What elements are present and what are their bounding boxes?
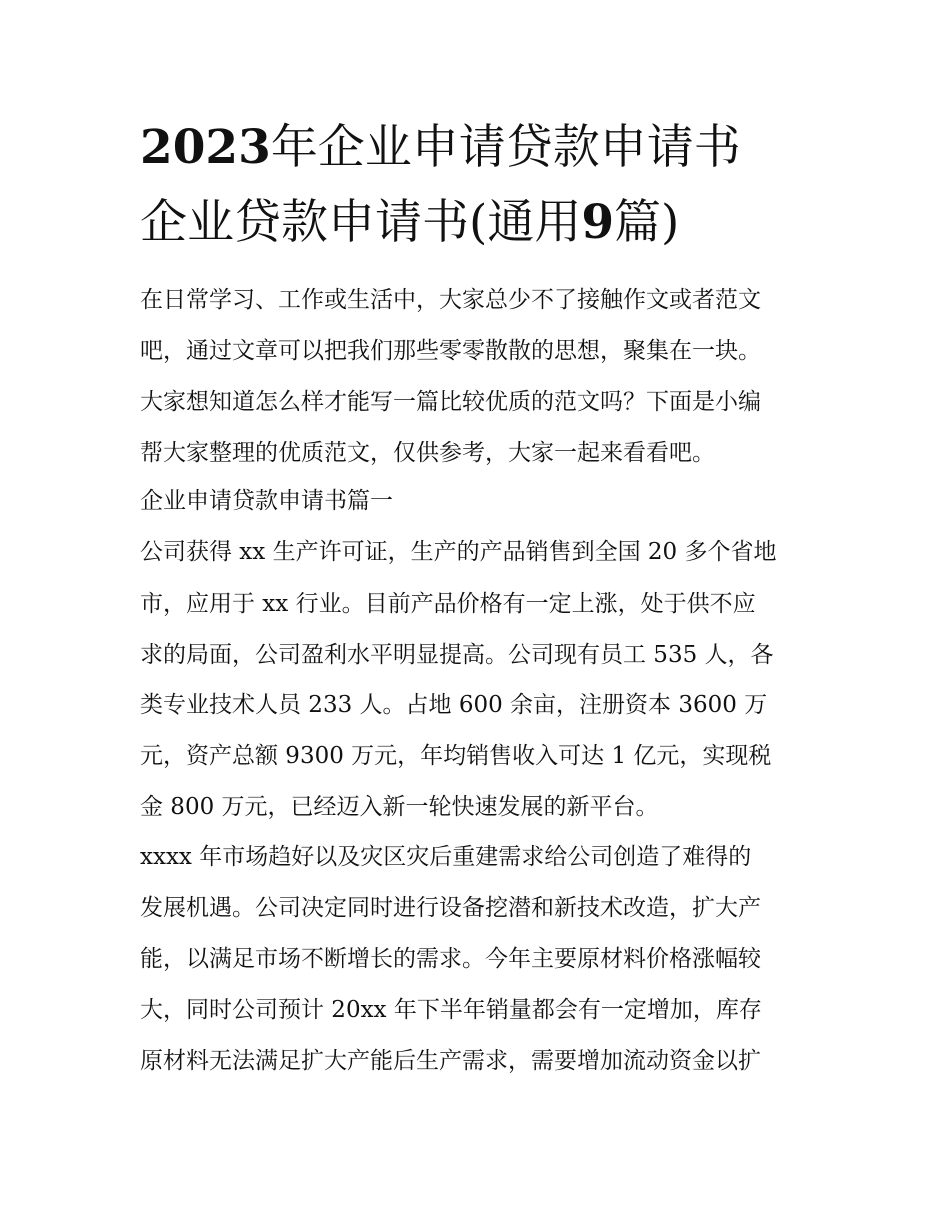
body-line: 在日常学习、工作或生活中，大家总少不了接触作文或者范文 — [140, 287, 761, 313]
body-line: 元，资产总额 9300 万元，年均销售收入可达 1 亿元，实现税 — [140, 743, 772, 769]
body-line: 吧，通过文章可以把我们那些零零散散的思想，聚集在一块。 — [140, 338, 761, 364]
section-heading: 企业申请贷款申请书篇一 — [140, 488, 393, 514]
body-line: 市，应用于 xx 行业。目前产品价格有一定上涨，处于供不应 — [140, 591, 756, 617]
body-line: 发展机遇。公司决定同时进行设备挖潜和新技术改造，扩大产 — [140, 895, 761, 921]
document-title-line-1 — [140, 120, 840, 176]
title-line-1-text: 年企业申请贷款申请书 — [270, 120, 741, 175]
body-line: 公司获得 xx 生产许可证，生产的产品销售到全国 20 多个省地 — [140, 539, 777, 565]
title-line-2-end: 篇) — [614, 195, 680, 250]
body-line: 能，以满足市场不断增长的需求。今年主要原材料价格涨幅较 — [140, 946, 761, 972]
body-line: 帮大家整理的优质范文，仅供参考，大家一起来看看吧。 — [140, 440, 715, 466]
body-line: 金 800 万元，已经迈入新一轮快速发展的新平台。 — [140, 794, 659, 820]
title-count: 9 — [581, 195, 615, 250]
body-line: 大家想知道怎么样才能写一篇比较优质的范文吗？下面是小编 — [140, 389, 761, 415]
title-line-2-text: 企业贷款申请书(通用 — [140, 195, 582, 250]
body-line: 求的局面，公司盈利水平明显提高。公司现有员工 535 人，各 — [140, 642, 774, 668]
body-line: xxxx 年市场趋好以及灾区灾后重建需求给公司创造了难得的 — [140, 844, 752, 870]
body-line: 原材料无法满足扩大产能后生产需求，需要增加流动资金以扩 — [140, 1048, 761, 1074]
document-title-line-2 — [140, 195, 840, 251]
title-year: 2023 — [140, 120, 271, 175]
body-line: 类专业技术人员 233 人。占地 600 余亩，注册资本 3600 万 — [140, 692, 768, 718]
body-line: 大，同时公司预计 20xx 年下半年销量都会有一定增加，库存 — [140, 997, 762, 1023]
